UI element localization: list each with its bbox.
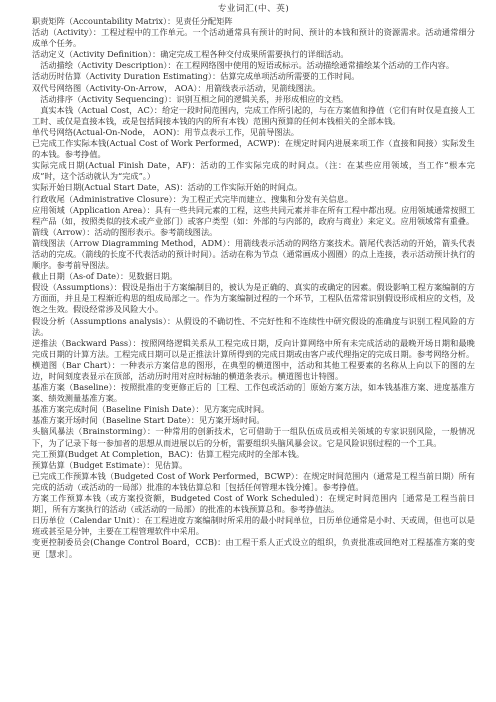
glossary-entry: 已完成工作实际本钱(Actual Cost of Work Performed，ACWP)：在规定时间内进展来项工作（直接和间接）实际发生的本钱。参考挣值。: [32, 138, 475, 160]
glossary-entry: 假设（Assumptions）：假设是指出于方案编制目的，被认为是正确的、真实的或确定的因素。假设影响工程方案编制的方方面面，并且是工程渐近构思的组成局部之一。作为方案编制过程的一个环节，工程队伍常常识别假设形成相应的文档，及饱之生效。假设经常涉及风险大小。: [32, 282, 475, 315]
glossary-entry: 预算估算（Budget Estimate）：见估算。: [32, 459, 188, 470]
glossary-entry: 实际开始日期(Actual Start Date，AS)：活动的工作实际开始的时间点。: [32, 182, 303, 193]
glossary-entry: 活动描绘（Activity Description）：在工程网络图中使用的短语或标示。活动描绘通常描绘某个活动的工作内容。: [40, 60, 455, 71]
glossary-entry: 活动（Activity）：工程过程中的工作单元。一个活动通常具有预计的时间、预计的本钱和预计的资源需求。活动通常细分成单个任务。: [32, 27, 475, 49]
page-title: 专业词汇(中、英): [217, 4, 290, 14]
glossary-entry: 变更控制委员会(Change Control Board，CCB)：由工程干系人正式设立的组织，负责批准或回绝对工程基准方案的变更［慧求］。: [32, 537, 475, 559]
glossary-entry: 职责矩阵（Accountability Matrix）：见责任分配矩阵: [32, 16, 233, 26]
glossary-entry: 头脑风暴法（Brainstorming）：一种常用的创新技术，它可借助于一组队伍成员或相关领域的专家识别风险，一般情况下，为了记录下每一参加者的思想从而进展以后的分析，需要组织头脑风暴会议。它是风险识别过程的一个工具。: [32, 426, 475, 448]
glossary-entry: 箭线图法（Arrow Diagramming Method，ADM）：用箭线表示活动的网络方案技术。箭尾代表活动的开始，箭头代表活动的完成。（箭线的长度不代表活动的预计时间）。活动在称为节点（通常画成小圆圈）的点上连接，表示活动预计执行的顺序。参考前导图法。: [32, 237, 475, 271]
glossary-entry: 逆推法（Backward Pass）：按照网络逻辑关系从工程完成日期，反向计算网络中所有未完成活动的最晚开场日期和最晚完成日期的计算方法。工程完成日期可以是正推法计算所得到的完成日期或由客户或代理指定的完成日期。参考网络分析。: [32, 337, 475, 359]
glossary-entry: 基准方案完成时间（Baseline Finish Date）：见方案完成时间。: [32, 404, 270, 415]
glossary-entry: 基准方案（Baseline）：按照批准的变更修正后的［工程、工作包或活动的］原始方案方法，如本钱基准方案、进度基准方案、绩效测量基准方案。: [32, 382, 475, 404]
glossary-entry: 行政收尾（Administrative Closure）：为工程正式完毕而建立、搜集和分发有关信息。: [32, 193, 353, 204]
glossary-entry: 活动排序（Activity Sequencing）：识别互相之间的逻辑关系，并形成相应的文档。: [40, 93, 349, 104]
glossary-entry: 单代号网络(Actual-On-Node， AON)：用节点表示工作，见前导图法。: [32, 126, 299, 137]
glossary-entry: 双代号网络图（Activity-On-Arrow， AOA）：用箭线表示活动，见箭线图法。: [32, 82, 321, 93]
glossary-entry: 日历单位（Calendar Unit）：在工程进度方案编制时所采用的最小时间单位，日历单位通常是小时、天或周，但也可以是班或甚至是分钟，主要在工程管理软件中采用。: [32, 515, 475, 537]
glossary-entry: 活动历时估算（Activity Duration Estimating）：估算完成单项活动所需要的工作时间。: [32, 71, 360, 82]
glossary-entry: 截止日期（As-of Date）：见数据日期。: [32, 271, 178, 282]
glossary-entry: 实际完成日期(Actual Finish Date，AF)：活动的工作实际完成的时间点。（注：在某些应用领域，当工作“根本完成”时，这个活动就认为“完成”。）: [32, 160, 475, 182]
glossary-entry: 应用领域（Application Area）：具有一些共同元素的工程，这些共同元素并非在所有工程中都出现。应用领域通常按照工程产品（如，按照类似的技术或产业部门）或客户类型（如：外部的与内部的，政府与商业）来定义。应用领域常有重叠。: [32, 204, 475, 226]
glossary-entry: 假设分析（Assumptions analysis）：从假设的不确切性、不完好性和不连续性中研究假设的准确度与识别工程风险的方法。: [32, 315, 475, 337]
glossary-entry: 真实本钱（Actual Cost，AC）：给定一段时间范围内，完成工作所引起的，与在方案值和挣值（它们有时仅是直接人工工时、或仅是直接本钱，或是包括间接本钱的内的所有本钱）范围内预算的任何本钱相关的全部本钱。: [32, 104, 475, 126]
glossary-entry: 箭线（Arrow）：活动的图形表示。参考箭线图法。: [32, 226, 218, 237]
glossary-entry: 活动定义（Activity Definition）：确定完成工程各种交付成果所需要执行的详细活动。: [32, 49, 349, 60]
glossary-entry: 方案工作预算本钱（或方案投资额，Budgeted Cost of Work Scheduled）：在规定时间范围内［通常是工程当前日期］，所有方案执行的活动（或活动的一局部）的批准的本钱预算总和。参考挣值法。: [32, 493, 475, 515]
glossary-entry: 横道图（Bar Chart）：一种表示方案信息的图形，在典型的横道图中，活动和其他工程要素的名称从上向以下的图的左边，时间刻度表显示在顶部，活动历时用对应时标轴的横道条表示。横道图也计特图。: [32, 359, 475, 381]
glossary-entry: 基准方案开场时间（Baseline Start Date）：见方案开场时间。: [32, 415, 265, 426]
glossary-list: [32, 16, 475, 560]
glossary-entry: 已完成工作预算本钱（Budgeted Cost of Work Performed，BCWP）：在规定时间范围内（通常是工程当前日期）所有完成的活动（或活动的一局部）批准的本钱估算总和［包括任何管理本钱分摊］。参考挣值。: [32, 470, 475, 492]
glossary-entry: 完工预算(Budget At Completion，BAC)：估算工程完成时的全部本钱。: [32, 448, 305, 459]
